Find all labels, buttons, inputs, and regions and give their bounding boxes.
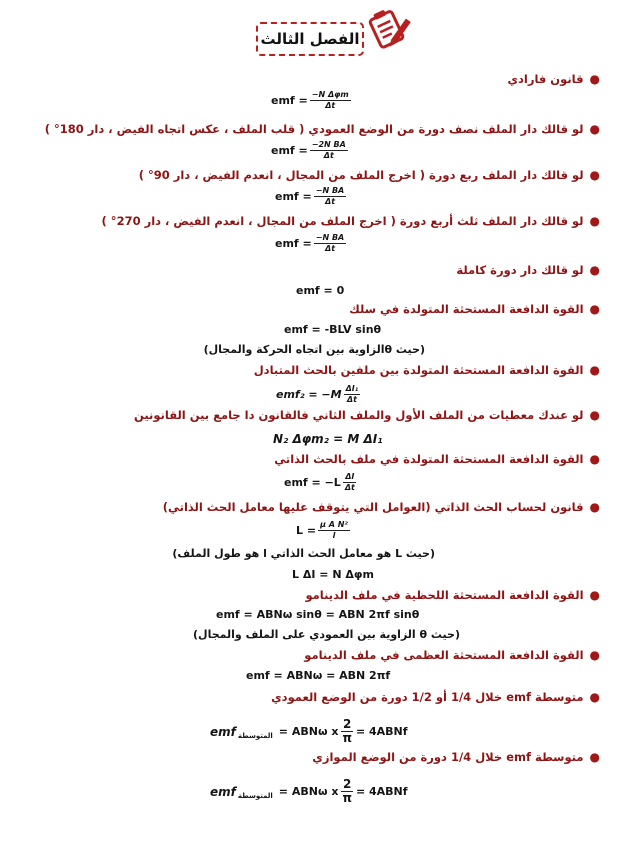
fraction [340, 718, 354, 745]
fraction [340, 778, 354, 805]
bullet-dot-icon: ● [589, 690, 600, 704]
note-instant-angle: (حيث θ الزاوية بين العمودي على الملف والمجال) [193, 628, 460, 641]
eq-lhs: L = [296, 524, 317, 537]
equation-inductance [296, 520, 352, 541]
eq-result: = 4ABNf [355, 725, 408, 738]
heading-text: القوة الدافعة المستحثة العظمى في ملف الدينامو [304, 648, 584, 662]
eq-lhs: emf = −L [284, 476, 341, 489]
heading-text: لو عندك معطيات من الملف الأول والملف الثاني فالقانون دا جامع بين القانونين [133, 408, 584, 422]
eq-lhs: emf = [271, 144, 308, 157]
eq-text: L ΔI = N Δφm [292, 568, 374, 581]
eq-subscript: المتوسطة [237, 731, 273, 740]
fraction [314, 186, 346, 207]
combined-law-heading [134, 408, 600, 422]
bullet-dot-icon: ● [589, 168, 600, 182]
bullet-dot-icon: ● [589, 122, 600, 136]
denominator: l [332, 531, 336, 540]
numerator: 2 [343, 777, 352, 791]
eq-lhs: emf = [275, 237, 312, 250]
eq-lhs: emf = [275, 190, 312, 203]
equation-faraday [271, 90, 353, 111]
eq-lhs: emf₂ = −M [276, 388, 342, 401]
heading-text: قانون لحساب الحث الذاتي (العوامل التي يتوقف عليها معامل الحث الذاتي) [162, 500, 584, 514]
bullet-dot-icon: ● [589, 214, 600, 228]
self-induction-heading [274, 452, 600, 466]
numerator: ΔI₁ [345, 384, 359, 393]
heading-text: لو قالك دار دورة كاملة [456, 263, 584, 277]
bullet-dot-icon: ● [589, 500, 600, 514]
chapter-title-text: الفصل الثالث [260, 30, 360, 48]
numerator: −2N BA [311, 140, 346, 149]
heading-text: القوة الدافعة المستحثة اللحظية في ملف الدينامو [305, 588, 584, 602]
equation-average-perpendicular [210, 718, 408, 745]
fraction [314, 233, 346, 254]
equation-average-parallel [210, 778, 408, 805]
fraction [310, 90, 351, 111]
eq-text: N₂ Δφm₂ = M ΔI₁ [273, 432, 383, 446]
average-emf-parallel-heading [312, 750, 600, 764]
equation-combined [273, 432, 382, 446]
denominator: Δt [325, 244, 336, 253]
denominator: Δt [346, 395, 357, 404]
eq-middle: = ABNω x [278, 725, 339, 738]
max-emf-heading [304, 648, 600, 662]
equation-instant-emf [216, 608, 419, 621]
equation-three-quarter-turn [275, 233, 348, 254]
equation-self-induction [284, 472, 359, 493]
equation-half-turn [271, 140, 350, 161]
heading-text: القوة الدافعة المستحثة المتولدة في ملف بالحث الذاتي [274, 452, 584, 466]
mutual-induction-heading [254, 363, 600, 377]
average-emf-perpendicular-heading [271, 690, 600, 704]
fraction [318, 520, 350, 541]
heading-text: القوة الدافعة المستحثة المتولدة بين ملفين بالحث المتبادل [253, 363, 584, 377]
denominator: Δt [344, 483, 355, 492]
bullet-dot-icon: ● [589, 408, 600, 422]
heading-text: القوة الدافعة المستحثة المتولدة في سلك [349, 302, 584, 316]
heading-text: متوسطة emf خلال 1/4 أو 1/2 دورة من الوضع العمودي [271, 690, 584, 704]
heading-text: لو قالك دار الملف نصف دورة من الوضع العمودي ( قلب الملف ، عكس اتجاه الفيض ، دار 180° ) [44, 122, 584, 136]
bullet-dot-icon: ● [589, 588, 600, 602]
equation-max-emf [246, 669, 390, 682]
bullet-dot-icon: ● [589, 452, 600, 466]
denominator: Δt [325, 101, 336, 110]
notepad-pencil-icon [362, 4, 412, 52]
emf-in-wire-heading [349, 302, 600, 316]
denominator: Δt [323, 151, 334, 160]
chapter-title [256, 22, 364, 56]
eq-subscript: المتوسطة [237, 791, 273, 800]
eq-text: emf = ABNω = ABN 2πf [246, 669, 391, 682]
eq-text: emf = -BLV sinθ [284, 323, 382, 336]
numerator: −N Δφm [311, 90, 349, 99]
inductance-law-heading [163, 500, 600, 514]
heading-text: لو قالك دار الملف ثلث أربع دورة ( اخرج الملف من المجال ، انعدم الفيض ، دار 270° ) [101, 214, 584, 228]
fraction [310, 140, 348, 161]
numerator: −N BA [315, 186, 345, 195]
bullet-dot-icon: ● [589, 363, 600, 377]
denominator: π [342, 791, 352, 805]
eq-lhs: emf [210, 784, 236, 799]
note-inductance: (حيث L هو معامل الحث الذاتي l هو طول الملف) [172, 547, 435, 560]
eq-lhs: emf = [271, 94, 308, 107]
equation-flux-current [292, 568, 374, 581]
case-full-turn [456, 263, 600, 277]
eq-result: = 4ABNf [355, 785, 408, 798]
note-wire-angle: (حيث θالزاوية بين اتجاه الحركة والمجال) [203, 343, 425, 356]
bullet-dot-icon: ● [589, 648, 600, 662]
fraction [343, 472, 357, 493]
equation-full-turn [296, 284, 344, 297]
eq-lhs: emf [210, 724, 236, 739]
bullet-dot-icon: ● [589, 750, 600, 764]
case-half-turn [45, 122, 600, 136]
eq-text: emf = ABNω sinθ = ABN 2πf sinθ [216, 608, 420, 621]
fraction [344, 384, 361, 405]
eq-middle: = ABNω x [278, 785, 339, 798]
eq-text: emf = 0 [296, 284, 345, 297]
instant-emf-heading [305, 588, 600, 602]
case-three-quarter-turn [102, 214, 600, 228]
law-heading-faraday [507, 72, 600, 86]
numerator: −N BA [315, 233, 345, 242]
case-quarter-turn [139, 168, 600, 182]
numerator: 2 [343, 717, 352, 731]
bullet-dot-icon: ● [589, 72, 600, 86]
bullet-dot-icon: ● [589, 263, 600, 277]
bullet-dot-icon: ● [589, 302, 600, 316]
equation-mutual [276, 384, 362, 405]
numerator: ΔI [345, 472, 355, 481]
denominator: Δt [325, 197, 336, 206]
heading-text: متوسطة emf خلال 1/4 دورة من الوضع الموازي [312, 750, 584, 764]
numerator: μ A N² [320, 520, 348, 529]
denominator: π [342, 731, 352, 745]
heading-text: لو قالك دار الملف ربع دورة ( اخرج الملف من المجال ، انعدم الفيض ، دار 90° ) [138, 168, 584, 182]
equation-quarter-turn [275, 186, 348, 207]
equation-wire [284, 323, 381, 336]
heading-text: قانون فارادي [507, 72, 584, 86]
